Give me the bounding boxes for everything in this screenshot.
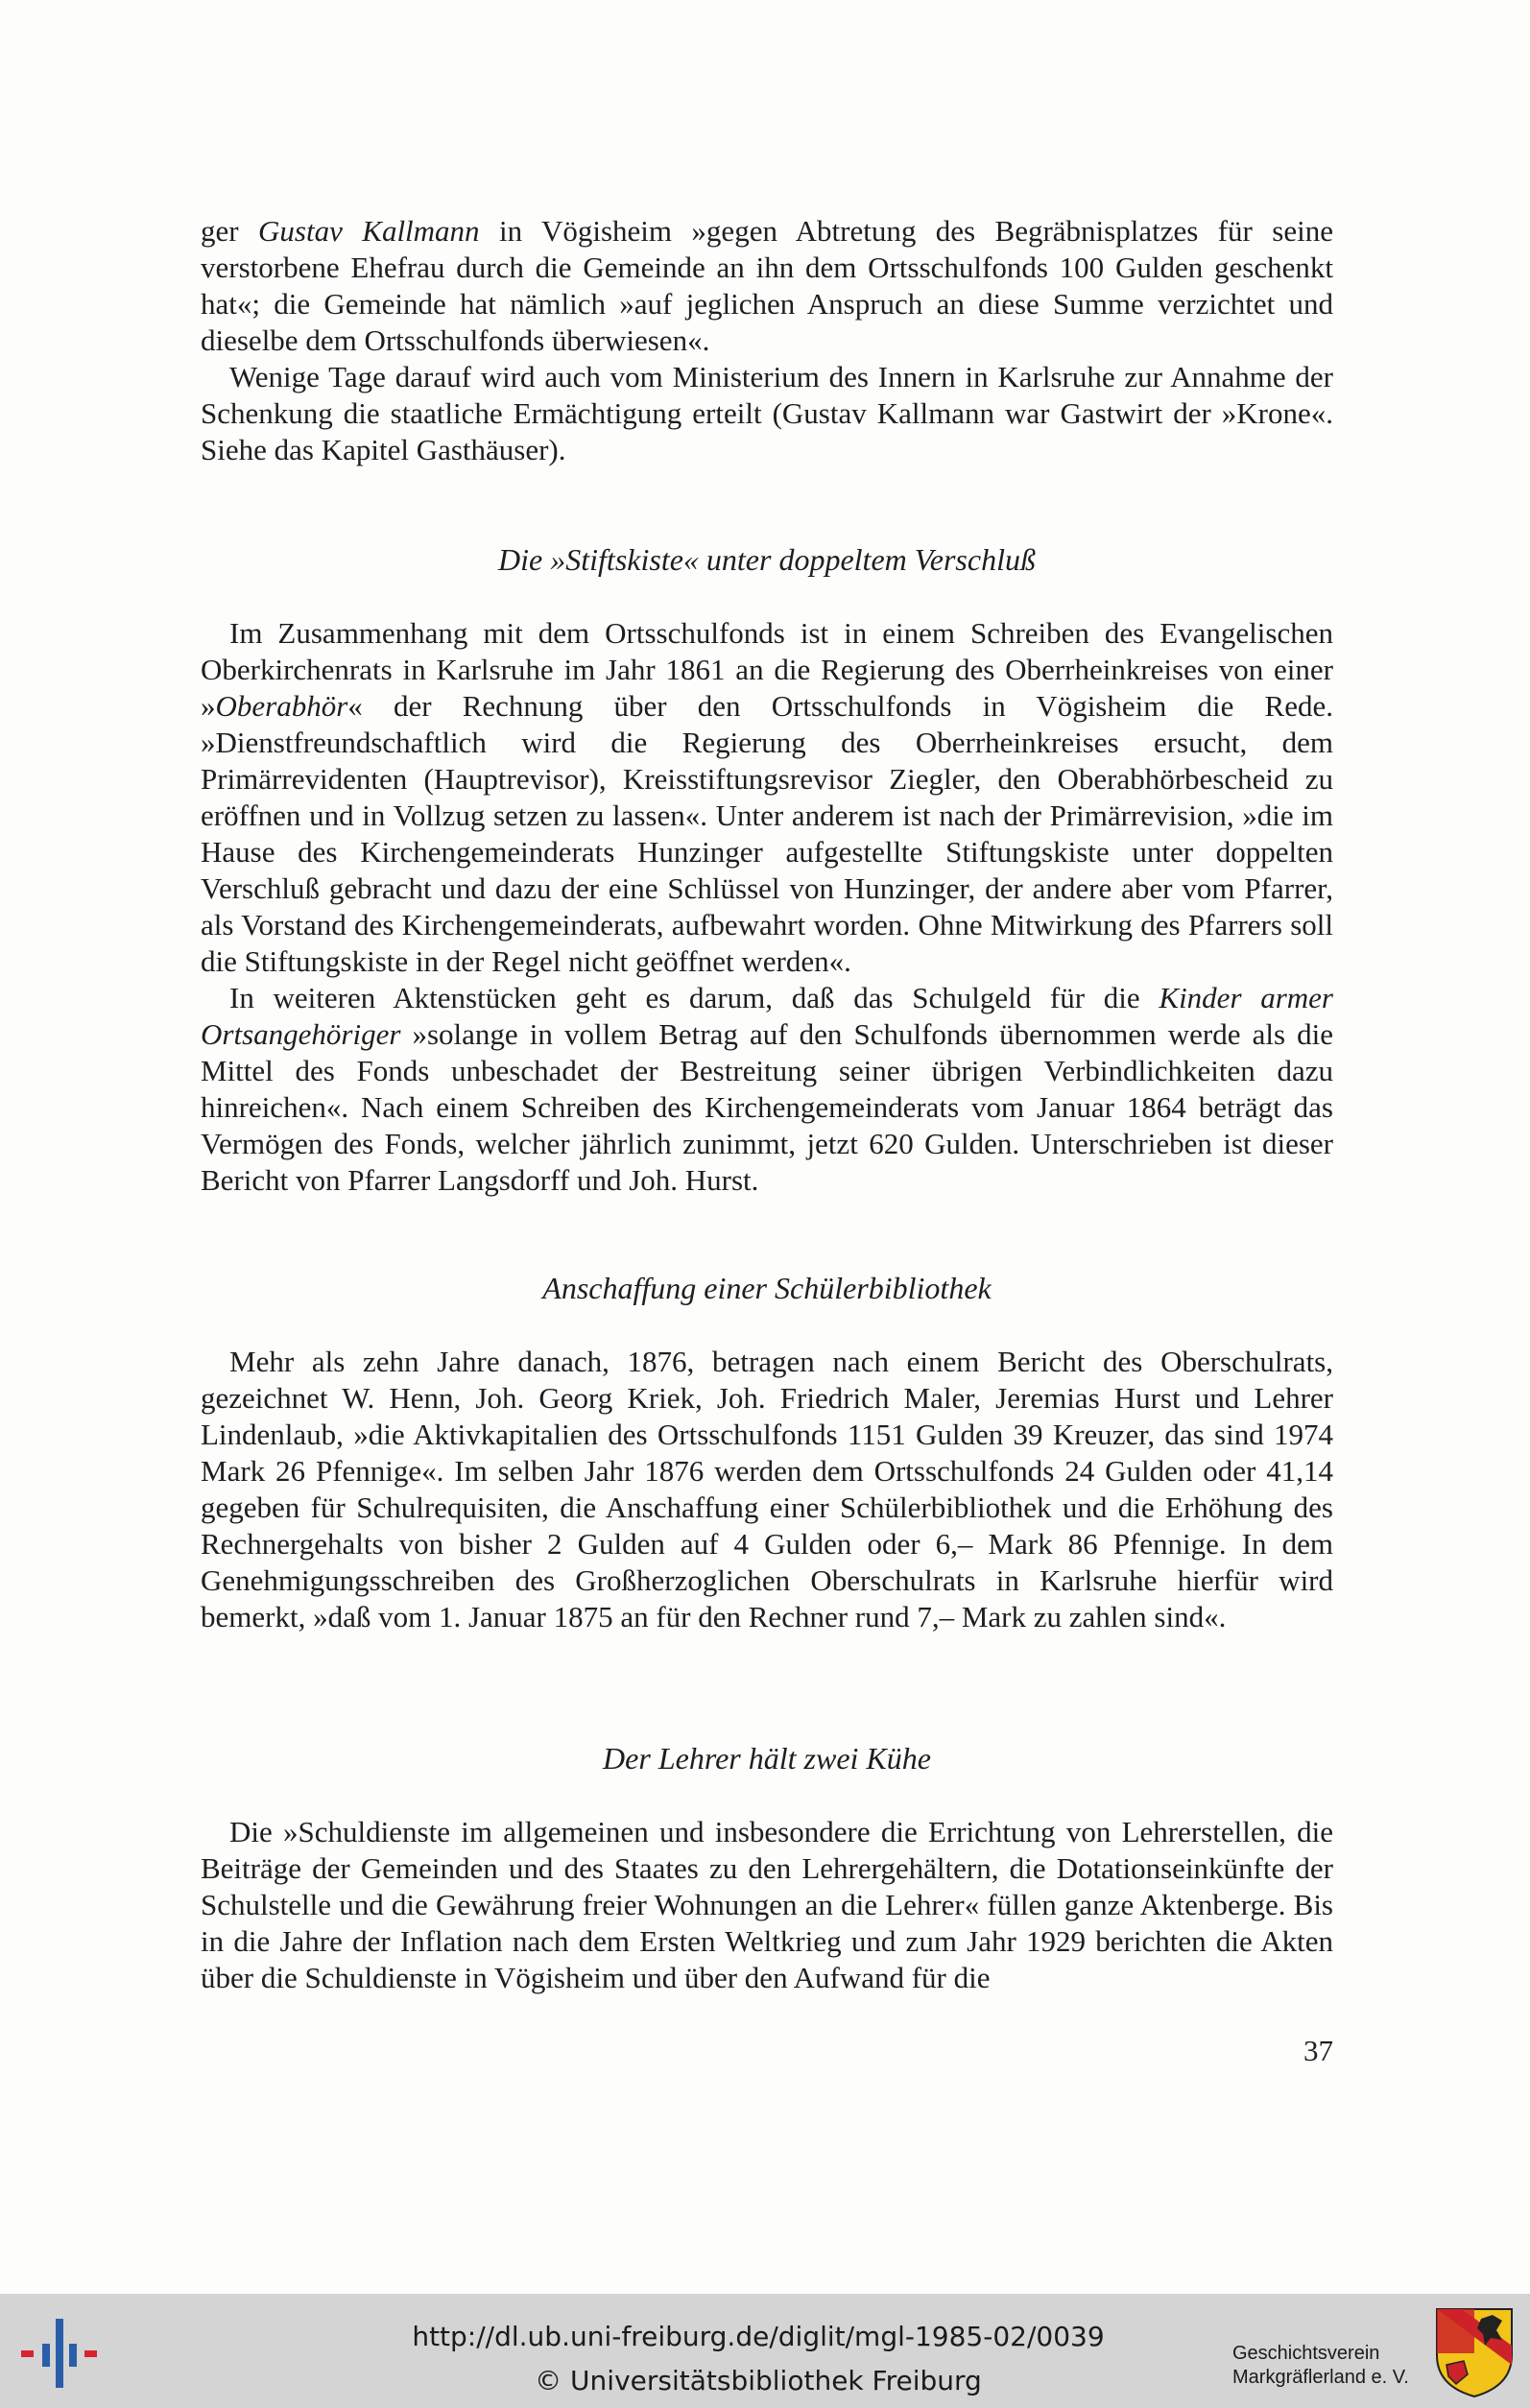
ub-freiburg-logo-icon [21, 2313, 100, 2395]
text-block-4 [201, 1814, 1333, 1996]
paragraph-1: ger Gustav Kallmann in Vögisheim »gegen Abtretung des Begräbnisplatzes für seine verstorbene Ehefrau durch die Gemeinde an ihn dem Ortsschulfonds 100 Gulden geschenkt hat«; die Gemeinde hat nämlich »auf jeglichen Anspruch an diese Summe verzichtet und dieselbe dem Ortsschulfonds überwiesen«. [201, 214, 1333, 357]
coat-of-arms-icon [1435, 2307, 1514, 2398]
paragraph-4: In weiteren Aktenstücken geht es darum, daß das Schulgeld für die Kinder armer Ortsangehöriger »solange in vollem Betrag auf den Schulfonds übernommen werde als die Mittel des Fonds unbeschadet der Bestreitung seiner übrigen Verbindlichkeiten dazu hinreichen«. Nach einem Schreiben des Kirchengemeinderats vom Januar 1864 beträgt das Vermögen des Fonds, welcher jährlich zunimmt, jetzt 620 Gulden. Unterschrieben ist dieser Bericht von Pfarrer Langsdorff und Joh. Hurst. [201, 981, 1333, 1197]
paragraph-5: Mehr als zehn Jahre danach, 1876, betragen nach einem Bericht des Oberschulrats, gezeichnet W. Henn, Joh. Georg Kriek, Joh. Friedrich Maler, Jeremias Hurst und Lehrer Lindenlaub, »die Aktivkapitalien des Ortsschulfonds 1151 Gulden 39 Kreuzer, das sind 1974 Mark 26 Pfennige«. Im selben Jahr 1876 werden dem Ortsschulfonds 24 Gulden oder 41,14 gegeben für Schulrequisiten, die Anschaffung einer Schülerbibliothek und die Erhöhung des Rechnergehalts von bisher 2 Gulden auf 4 Gulden oder 6,– Mark 86 Pfennige. In dem Genehmigungsschreiben des Großherzoglichen Oberschulrats in Karlsruhe hierfür wird bemerkt, »daß vom 1. Januar 1875 an für den Rechner rund 7,– Mark zu zahlen sind«. [201, 1345, 1333, 1633]
paragraph-6: Die »Schuldienste im allgemeinen und insbesondere die Errichtung von Lehrerstellen, die Beiträge der Gemeinden und des Staates zu den Lehrergehältern, die Dotationseinkünfte der Schulstelle und die Gewährung freier Wohnungen an die Lehrer« füllen ganze Aktenberge. Bis in die Jahre der Inflation nach dem Ersten Weltkrieg und zum Jahr 1929 berichten die Akten über die Schuldienste in Vögisheim und über den Aufwand für die [201, 1815, 1333, 1994]
term-italic: Oberabhör [215, 689, 348, 723]
org-name-line-2: Markgräflerland e. V. [1232, 2367, 1409, 2388]
section-heading-lehrer: Der Lehrer hält zwei Kühe [603, 1741, 931, 1776]
text-block-2 [201, 615, 1333, 1199]
section-heading-stiftskiste: Die »Stiftskiste« unter doppeltem Verschluß [498, 542, 1036, 577]
page-number: 37 [1303, 2034, 1333, 2067]
paragraph-3: Im Zusammenhang mit dem Ortsschulfonds ist in einem Schreiben des Evangelischen Oberkirchenrats in Karlsruhe im Jahr 1861 an die Regierung des Oberrheinkreises von einer »Oberabhör« der Rechnung über den Ortsschulfonds in Vögisheim die Rede. »Dienstfreundschaftlich wird die Regierung des Oberrheinkreises ersucht, dem Primärrevidenten (Hauptrevisor), Kreisstiftungsrevisor Ziegler, den Oberabhörbescheid zu eröffnen und in Vollzug setzen zu lassen«. Unter anderem ist nach der Primärrevision, »die im Hause des Kirchengemeinderats Hunzinger aufgestellte Stiftungskiste unter doppelten Verschluß gebracht und dazu der eine Schlüssel von Hunzinger, der andere aber vom Pfarrer, als Vorstand des Kirchengemeinderats, aufbewahrt worden. Ohne Mitwirkung des Pfarrers soll die Stiftungskiste in der Regel nicht geöffnet werden«. [201, 616, 1333, 978]
footer-copyright: © Universitätsbibliothek Freiburg [535, 2365, 982, 2396]
org-name-line-1: Geschichtsverein [1232, 2343, 1380, 2364]
section-heading-schuelerbibliothek: Anschaffung einer Schülerbibliothek [542, 1271, 992, 1305]
footer-organization [1232, 2342, 1429, 2390]
term-italic: Kinder armer Ortsangehöriger [201, 981, 1333, 1051]
text-block-1 [201, 213, 1333, 468]
paragraph-2: Wenige Tage darauf wird auch vom Ministerium des Innern in Karlsruhe zur Annahme der Schenkung die staatliche Ermächtigung erteilt (Gustav Kallmann war Gastwirt der »Krone«. Siehe das Kapitel Gasthäuser). [201, 360, 1333, 466]
person-name-italic: Gustav Kallmann [258, 214, 480, 248]
text-block-3 [201, 1344, 1333, 1635]
footer-url-link[interactable]: http://dl.ub.uni-freiburg.de/diglit/mgl-1985-02/0039 [412, 2321, 1105, 2352]
